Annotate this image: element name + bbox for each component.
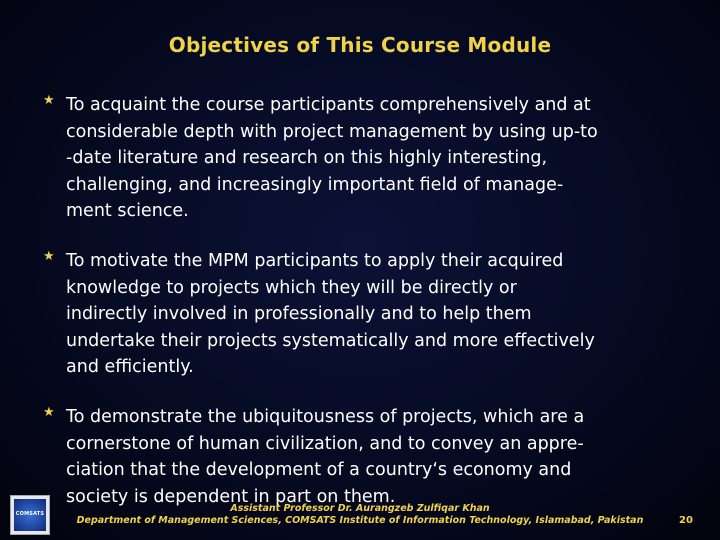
star-icon: ★ — [43, 93, 55, 108]
bullet-text: To acquaint the course participants comprehensively and at considerable depth with project management by using up-to -date literature and research on this highly interesting, challenging, and increasingly important field of manage- ment science. — [66, 95, 598, 222]
page-number: 20 — [679, 515, 693, 526]
logo-text: COMSATS — [15, 511, 45, 517]
list-item — [40, 248, 700, 381]
slide-title: Objectives of This Course Module — [168, 33, 552, 57]
star-icon: ★ — [43, 404, 55, 420]
list-item — [40, 92, 700, 225]
footer — [0, 503, 720, 527]
footer-affiliation: Department of Management Sciences, COMSATS Institute of Information Technology, Islamabad, Pakistan — [76, 515, 644, 526]
bullet-list — [40, 92, 700, 533]
bullet-text: To demonstrate the ubiquitousness of projects, which are a cornerstone of human civilization, and to convey an appre- ciation that the development of a country‘s economy and society is dependent in part on them. — [66, 406, 585, 507]
list-item — [40, 404, 700, 510]
footer-author: Assistant Professor Dr. Aurangzeb Zulfiqar Khan — [230, 503, 490, 514]
star-icon: ★ — [43, 248, 55, 264]
bullet-text: To motivate the MPM participants to apply their acquired knowledge to projects which they will be directly or indirectly involved in professionally and to help them undertake their projects systematically and more effectively and efficiently. — [66, 250, 595, 378]
